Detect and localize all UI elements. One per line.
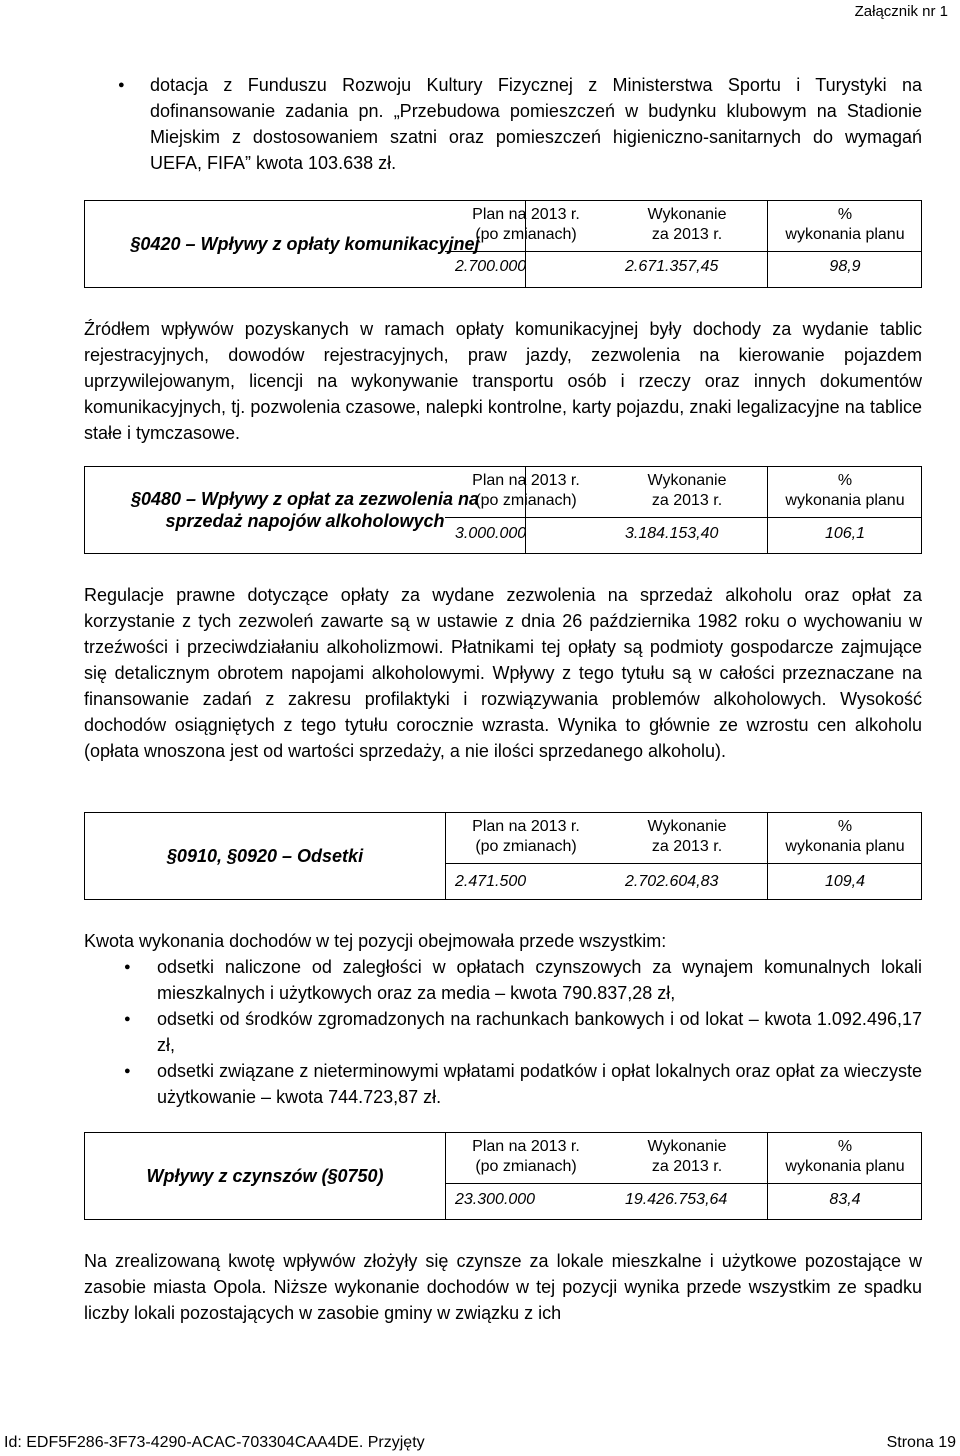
execution-header: Wykonanie za 2013 r. [647,206,727,243]
percent-header: % wykonania planu [785,206,905,243]
execution-value: 19.426.753,64 [625,1191,728,1208]
table-0420-name: §0420 – Wpływy z opłaty komunikacyjnej [85,201,526,287]
table-0910-0920-name: §0910, §0920 – Odsetki [85,813,446,899]
list-item: ● odsetki naliczone od zaległości w opłatach czynszowych za wynajem komunalnych lokali mieszkalnych i użytkowych oraz za media – kwota 790.837,28 zł, [124,954,922,1006]
plan-header: Plan na 2013 r. (po zmianach) [472,818,580,855]
table-0420 [84,200,922,288]
percent-header: % wykonania planu [785,1138,905,1175]
table-0480-name: §0480 – Wpływy z opłat za zezwolenia na sprzedaż napojów alkoholowych [85,467,526,553]
plan-value: 3.000.000 [455,525,527,542]
percent-value: 109,4 [824,873,866,890]
attachment-label: Załącznik nr 1 [854,3,948,20]
execution-header: Wykonanie za 2013 r. [647,472,727,509]
percent-value: 98,9 [829,258,861,275]
header-divider [445,1183,921,1184]
footer-document-id: Id: EDF5F286-3F73-4290-ACAC-703304CAA4DE. Przyjęty [4,1434,425,1451]
execution-value: 2.702.604,83 [625,873,719,890]
percent-header: % wykonania planu [785,818,905,855]
interest-list [124,954,922,1110]
execution-value: 3.184.153,40 [625,525,719,542]
table-0750 [84,1132,922,1220]
header-divider [445,517,921,518]
paragraph-rent-income: Na zrealizowaną kwotę wpływów złożyły się czynsze za lokale mieszkalne i użytkowe pozostające w zasobie miasta Opola. Niższe wykonanie dochodów w tej pozycji wynika przede wszystkim ze spadku liczby lokali pozostających w zasobie gminy w związku z ich [84,1251,922,1323]
plan-header: Plan na 2013 r. (po zmianach) [472,1138,580,1175]
header-divider [445,863,921,864]
percent-value: 83,4 [829,1191,861,1208]
footer-page-number: Strona 19 [886,1434,956,1451]
plan-value: 2.471.500 [455,873,527,890]
table-0480 [84,466,922,554]
percent-value: 106,1 [824,525,866,542]
paragraph-interest-intro: Kwota wykonania dochodów w tej pozycji obejmowała przede wszystkim: [84,931,667,951]
percent-header: % wykonania planu [785,472,905,509]
table-0750-name: Wpływy z czynszów (§0750) [85,1133,446,1219]
list-item: ● odsetki od środków zgromadzonych na rachunkach bankowych i od lokat – kwota 1.092.496,17 zł, [124,1006,922,1058]
execution-header: Wykonanie za 2013 r. [647,1138,727,1175]
plan-value: 23.300.000 [455,1191,536,1208]
execution-header: Wykonanie za 2013 r. [647,818,727,855]
table-0910-0920 [84,812,922,900]
paragraph-communication-fee: Źródłem wpływów pozyskanych w ramach opłaty komunikacyjnej były dochody za wydanie tablic rejestracyjnych, dowodów rejestracyjnych, praw jazdy, zezwolenia na kierowanie pojazdem uprzywilejowanym, licencji na wykonywanie transportu osób i rzeczy oraz innych dokumentów komunikacyjnych, tj. pozwolenia czasowe, nalepki kontrolne, karty pojazdu, znaki legalizacyjne na tablice stałe i tymczasowe. [84,319,922,443]
intro-list-item: ● dotacja z Funduszu Rozwoju Kultury Fizycznej z Ministerstwa Sportu i Turystyki na dofinansowanie zadania pn. „Przebudowa pomieszczeń w budynku klubowym na Stadionie Miejskim z dostosowaniem szatni oraz pomieszczeń higieniczno-sanitarnych do wymagań UEFA, FIFA” kwota 103.638 zł. [118,72,922,176]
list-item: ● odsetki związane z nieterminowymi wpłatami podatków i opłat lokalnych oraz opłat za wieczyste użytkowanie – kwota 744.723,87 zł. [124,1058,922,1110]
execution-value: 2.671.357,45 [625,258,719,275]
header-divider [445,251,921,252]
plan-header: Plan na 2013 r. (po zmianach) [472,472,580,509]
plan-header: Plan na 2013 r. (po zmianach) [472,206,580,243]
plan-value: 2.700.000 [455,258,527,275]
paragraph-alcohol-permits: Regulacje prawne dotyczące opłaty za wydane zezwolenia na sprzedaż alkoholu oraz opłat za korzystanie z tych zezwoleń zawarte są w ustawie z dnia 26 października 1982 roku o wychowaniu w trzeźwości i przeciwdziałaniu alkoholizmowi. Płatnikami tej opłaty są podmioty gospodarcze zajmujące się detalicznym obrotem napojami alkoholowymi. Wpływy z tego tytułu są w całości przeznaczane na finansowanie zadań z zakresu profilaktyki i rozwiązywania problemów alkoholowych. Wysokość dochodów osiągniętych z tego tytułu corocznie wzrasta. Wynika to głównie ze wzrostu cen alkoholu (opłata wnoszona jest od wartości sprzedaży, a nie ilości sprzedanego alkoholu). [84,585,922,761]
intro-list [118,72,922,176]
